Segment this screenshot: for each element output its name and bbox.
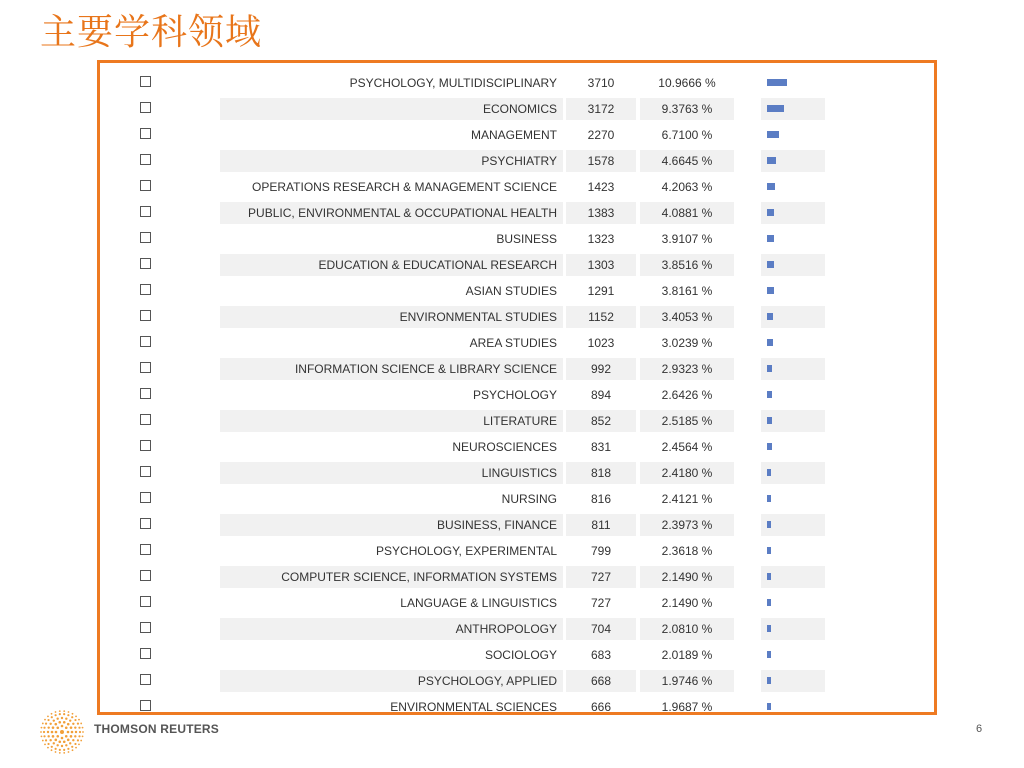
- share-bar-cell: [761, 410, 825, 432]
- share-bar: [767, 79, 787, 86]
- table-row: [100, 356, 934, 382]
- table-rows: [100, 70, 934, 715]
- record-count: 852: [566, 410, 636, 432]
- brand-wordmark: THOMSON REUTERS: [94, 722, 220, 736]
- table-row: [100, 96, 934, 122]
- row-checkbox[interactable]: [140, 518, 151, 529]
- share-bar-cell: [761, 280, 825, 302]
- row-checkbox[interactable]: [140, 102, 151, 113]
- share-bar-cell: [761, 592, 825, 614]
- row-checkbox[interactable]: [140, 388, 151, 399]
- record-percent: 2.1490 %: [661, 596, 713, 610]
- share-bar-cell: [761, 670, 825, 692]
- record-count: 811: [566, 514, 636, 536]
- record-count: 831: [590, 440, 612, 454]
- record-count: 704: [566, 618, 636, 640]
- record-percent: 2.5185 %: [640, 410, 734, 432]
- record-count: 799: [590, 544, 612, 558]
- share-bar: [767, 105, 784, 112]
- row-checkbox[interactable]: [140, 648, 151, 659]
- record-count: 1023: [587, 336, 615, 350]
- table-row: [100, 304, 934, 330]
- table-row: [100, 512, 934, 538]
- row-checkbox[interactable]: [140, 310, 151, 321]
- subject-name: PSYCHOLOGY, MULTIDISCIPLINARY: [349, 76, 557, 90]
- record-count: 1152: [566, 306, 636, 328]
- record-percent: 2.0810 %: [640, 618, 734, 640]
- share-bar: [767, 625, 771, 632]
- slide-title: 主要学科领域: [40, 12, 263, 53]
- record-percent: 3.4053 %: [640, 306, 734, 328]
- share-bar: [767, 651, 771, 658]
- subject-name: ENVIRONMENTAL SCIENCES: [390, 700, 557, 714]
- table-row: [100, 70, 934, 96]
- record-count: 2270: [587, 128, 615, 142]
- share-bar-cell: [761, 124, 825, 146]
- share-bar-cell: [761, 254, 825, 276]
- share-bar: [767, 365, 772, 372]
- share-bar: [767, 183, 775, 190]
- share-bar-cell: [761, 332, 825, 354]
- table-row: [100, 278, 934, 304]
- row-checkbox[interactable]: [140, 180, 151, 191]
- share-bar: [767, 287, 774, 294]
- record-percent: 10.9666 %: [658, 76, 716, 90]
- table-row: [100, 200, 934, 226]
- row-checkbox[interactable]: [140, 492, 151, 503]
- share-bar: [767, 495, 771, 502]
- share-bar: [767, 131, 779, 138]
- row-checkbox[interactable]: [140, 154, 151, 165]
- record-percent: 2.4564 %: [661, 440, 713, 454]
- record-percent: 1.9746 %: [640, 670, 734, 692]
- subject-area-table: [97, 60, 937, 715]
- table-row: [100, 434, 934, 460]
- share-bar-cell: [761, 488, 825, 510]
- table-row: [100, 642, 934, 668]
- share-bar-cell: [761, 644, 825, 666]
- subject-name: ASIAN STUDIES: [465, 284, 557, 298]
- row-checkbox[interactable]: [140, 336, 151, 347]
- page-number: 6: [976, 723, 983, 735]
- row-checkbox[interactable]: [140, 622, 151, 633]
- record-percent: 2.4180 %: [640, 462, 734, 484]
- record-percent: 2.1490 %: [640, 566, 734, 588]
- record-count: 3710: [587, 76, 615, 90]
- table-row: [100, 590, 934, 616]
- record-percent: 1.9687 %: [661, 700, 713, 714]
- record-count: 1578: [566, 150, 636, 172]
- share-bar-cell: [761, 176, 825, 198]
- share-bar: [767, 157, 776, 164]
- share-bar-cell: [761, 384, 825, 406]
- table-row: [100, 148, 934, 174]
- record-percent: 3.8516 %: [640, 254, 734, 276]
- share-bar-cell: [761, 358, 825, 380]
- table-row: [100, 616, 934, 642]
- record-percent: 3.0239 %: [661, 336, 713, 350]
- share-bar: [767, 417, 772, 424]
- table-row: [100, 694, 934, 715]
- record-count: 727: [566, 566, 636, 588]
- subject-name: PSYCHIATRY: [220, 150, 563, 172]
- table-row: [100, 408, 934, 434]
- record-percent: 3.8161 %: [661, 284, 713, 298]
- subject-name: NEUROSCIENCES: [452, 440, 557, 454]
- share-bar: [767, 339, 773, 346]
- record-count: 683: [590, 648, 612, 662]
- table-row: [100, 564, 934, 590]
- subject-name: ANTHROPOLOGY: [220, 618, 563, 640]
- table-row: [100, 668, 934, 694]
- record-percent: 9.3763 %: [640, 98, 734, 120]
- record-percent: 4.2063 %: [661, 180, 713, 194]
- share-bar: [767, 547, 771, 554]
- subject-name: COMPUTER SCIENCE, INFORMATION SYSTEMS: [220, 566, 563, 588]
- share-bar: [767, 703, 771, 710]
- subject-name: MANAGEMENT: [470, 128, 557, 142]
- share-bar: [767, 469, 771, 476]
- subject-name: PUBLIC, ENVIRONMENTAL & OCCUPATIONAL HEALTH: [220, 202, 563, 224]
- row-checkbox[interactable]: [140, 362, 151, 373]
- record-percent: 2.3973 %: [640, 514, 734, 536]
- share-bar-cell: [761, 72, 825, 94]
- share-bar-cell: [761, 696, 825, 715]
- record-count: 818: [566, 462, 636, 484]
- share-bar-cell: [761, 98, 825, 120]
- subject-name: OPERATIONS RESEARCH & MANAGEMENT SCIENCE: [252, 180, 557, 194]
- record-count: 3172: [566, 98, 636, 120]
- subject-name: LITERATURE: [220, 410, 563, 432]
- subject-name: EDUCATION & EDUCATIONAL RESEARCH: [220, 254, 563, 276]
- record-percent: 3.9107 %: [661, 232, 713, 246]
- share-bar: [767, 209, 774, 216]
- record-percent: 2.3618 %: [661, 544, 713, 558]
- share-bar: [767, 313, 773, 320]
- row-checkbox[interactable]: [140, 674, 151, 685]
- table-row: [100, 538, 934, 564]
- table-row: [100, 486, 934, 512]
- record-percent: 2.4121 %: [661, 492, 713, 506]
- subject-name: NURSING: [501, 492, 557, 506]
- record-count: 1303: [566, 254, 636, 276]
- record-count: 894: [590, 388, 612, 402]
- record-count: 1323: [587, 232, 615, 246]
- share-bar: [767, 443, 772, 450]
- record-count: 666: [590, 700, 612, 714]
- share-bar: [767, 391, 772, 398]
- record-count: 816: [590, 492, 612, 506]
- row-checkbox[interactable]: [140, 258, 151, 269]
- subject-name: LANGUAGE & LINGUISTICS: [400, 596, 557, 610]
- share-bar-cell: [761, 514, 825, 536]
- share-bar-cell: [761, 150, 825, 172]
- row-checkbox[interactable]: [140, 466, 151, 477]
- share-bar-cell: [761, 462, 825, 484]
- share-bar: [767, 521, 771, 528]
- subject-name: SOCIOLOGY: [484, 648, 557, 662]
- share-bar: [767, 573, 771, 580]
- share-bar-cell: [761, 618, 825, 640]
- record-percent: 2.9323 %: [640, 358, 734, 380]
- row-checkbox[interactable]: [140, 570, 151, 581]
- row-checkbox[interactable]: [140, 700, 151, 711]
- row-checkbox[interactable]: [140, 206, 151, 217]
- table-row: [100, 460, 934, 486]
- row-checkbox[interactable]: [140, 596, 151, 607]
- table-row: [100, 330, 934, 356]
- share-bar-cell: [761, 202, 825, 224]
- share-bar-cell: [761, 306, 825, 328]
- record-percent: 2.0189 %: [661, 648, 713, 662]
- share-bar-cell: [761, 228, 825, 250]
- subject-name: PSYCHOLOGY, APPLIED: [220, 670, 563, 692]
- share-bar: [767, 677, 771, 684]
- record-percent: 4.0881 %: [640, 202, 734, 224]
- share-bar: [767, 235, 774, 242]
- subject-name: ENVIRONMENTAL STUDIES: [220, 306, 563, 328]
- share-bar-cell: [761, 566, 825, 588]
- table-row: [100, 122, 934, 148]
- row-checkbox[interactable]: [140, 284, 151, 295]
- share-bar-cell: [761, 436, 825, 458]
- table-row: [100, 252, 934, 278]
- record-percent: 6.7100 %: [661, 128, 713, 142]
- subject-name: INFORMATION SCIENCE & LIBRARY SCIENCE: [220, 358, 563, 380]
- row-checkbox[interactable]: [140, 76, 151, 87]
- record-percent: 4.6645 %: [640, 150, 734, 172]
- record-count: 1291: [587, 284, 615, 298]
- table-row: [100, 226, 934, 252]
- subject-name: AREA STUDIES: [469, 336, 557, 350]
- subject-name: BUSINESS, FINANCE: [220, 514, 563, 536]
- record-count: 1383: [566, 202, 636, 224]
- share-bar: [767, 261, 774, 268]
- record-percent: 2.6426 %: [661, 388, 713, 402]
- share-bar: [767, 599, 771, 606]
- record-count: 727: [590, 596, 612, 610]
- subject-name: PSYCHOLOGY: [472, 388, 557, 402]
- subject-name: PSYCHOLOGY, EXPERIMENTAL: [376, 544, 557, 558]
- thomson-reuters-logo-icon: [38, 708, 86, 756]
- table-row: [100, 174, 934, 200]
- record-count: 1423: [587, 180, 615, 194]
- row-checkbox[interactable]: [140, 414, 151, 425]
- record-count: 668: [566, 670, 636, 692]
- subject-name: LINGUISTICS: [220, 462, 563, 484]
- share-bar-cell: [761, 540, 825, 562]
- subject-name: BUSINESS: [496, 232, 557, 246]
- row-checkbox[interactable]: [140, 232, 151, 243]
- record-count: 992: [566, 358, 636, 380]
- row-checkbox[interactable]: [140, 128, 151, 139]
- subject-name: ECONOMICS: [220, 98, 563, 120]
- row-checkbox[interactable]: [140, 440, 151, 451]
- row-checkbox[interactable]: [140, 544, 151, 555]
- table-row: [100, 382, 934, 408]
